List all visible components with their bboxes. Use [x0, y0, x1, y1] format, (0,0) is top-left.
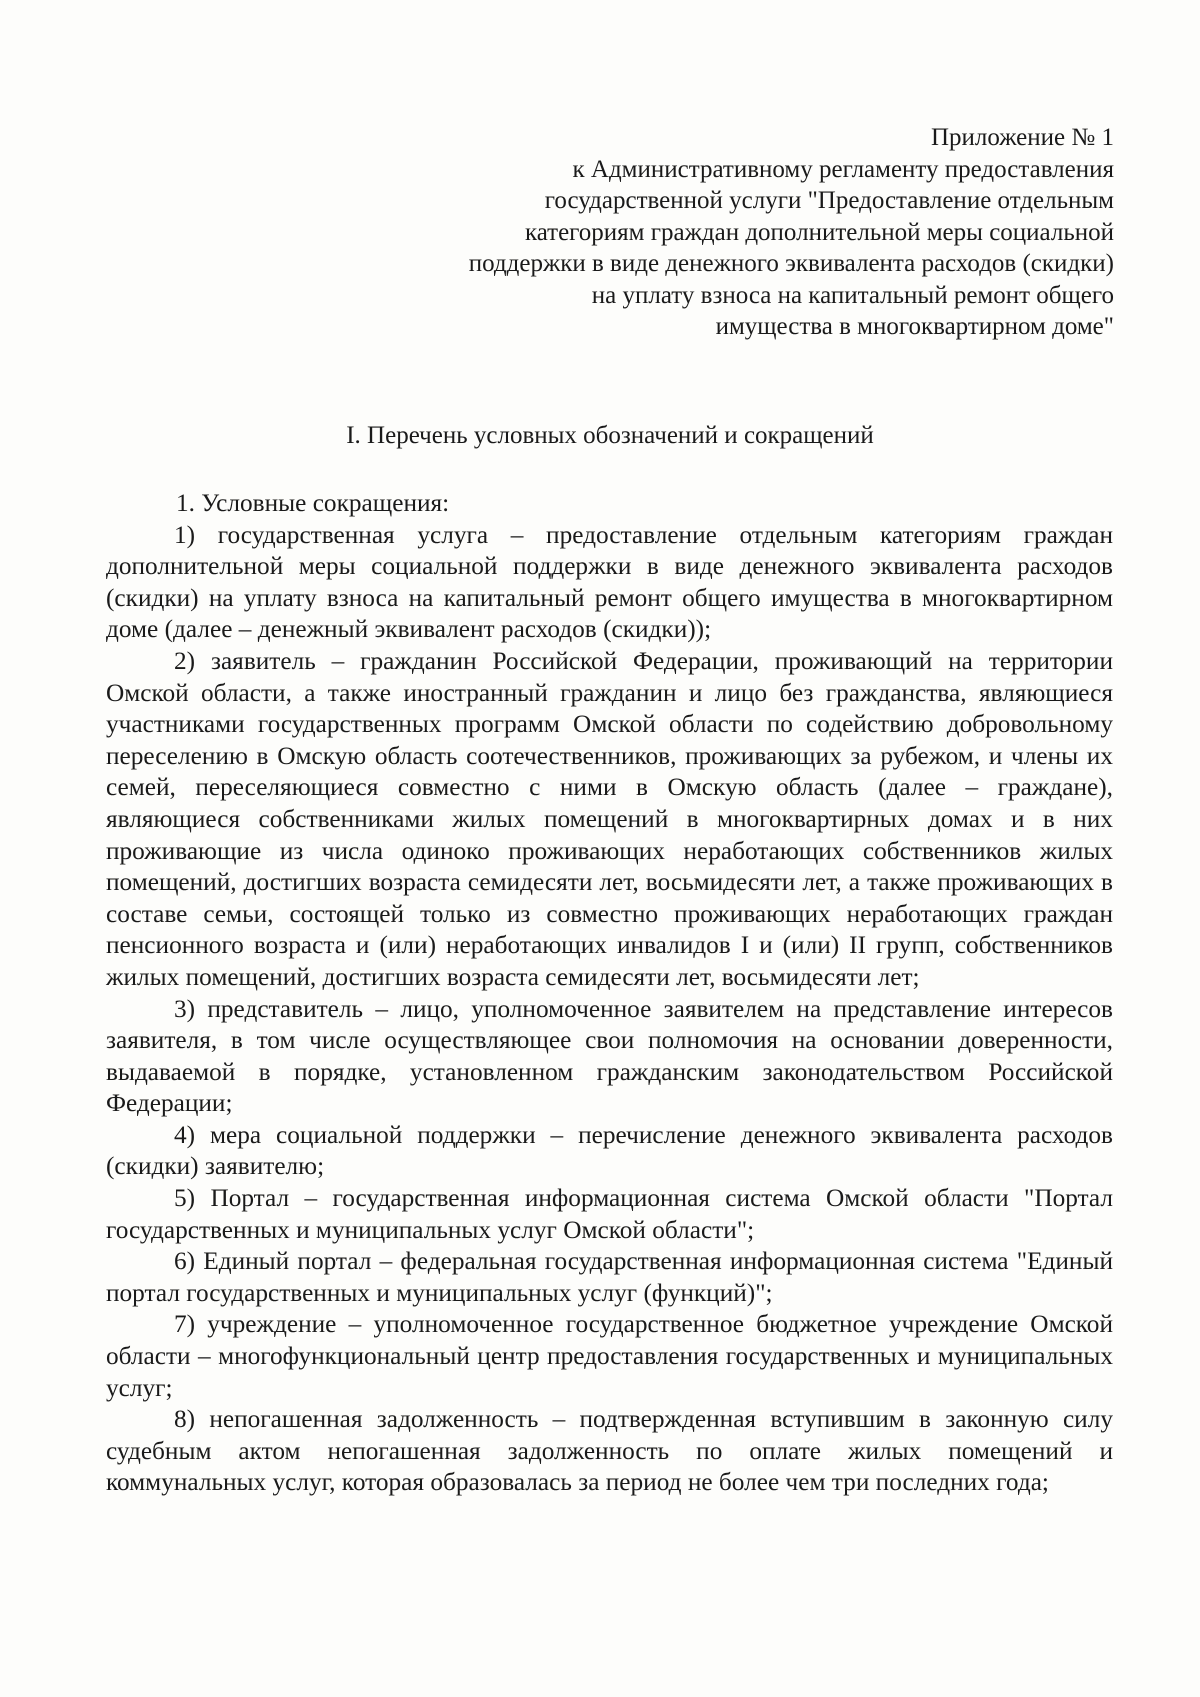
paragraph-item-1: 1) государственная услуга – предоставление отдельным категориям граждан дополнительной меры социальной поддержки в виде денежного эквивалента расходов (скидки) на уплату взноса на капитальный ремонт общего имущества в многоквартирном доме (далее – денежный эквивалент расходов (скидки)); [106, 520, 1113, 644]
document-body [106, 488, 1113, 1499]
paragraph-item-3: 3) представитель – лицо, уполномоченное заявителем на представление интересов заявителя, в том числе осуществляющее свои полномочия на основании доверенности, выдаваемой в порядке, установленном гражданским законодательством Российской Федерации; [106, 994, 1113, 1118]
paragraph-item-2: 2) заявитель – гражданин Российской Федерации, проживающий на территории Омской области, а также иностранный гражданин и лицо без гражданства, являющиеся участниками государственных программ Омской области по содействию добровольному переселению в Омскую область соотечественников, проживающих за рубежом, и члены их семей, переселяющиеся совместно с ними в Омскую область (далее – граждане), являющиеся собственниками жилых помещений в многоквартирных домах и в них проживающие из числа одиноко проживающих неработающих собственников жилых помещений, достигших возраста семидесяти лет, восьмидесяти лет, а также проживающих в составе семьи, состоящей только из совместно проживающих неработающих граждан пенсионного возраста и (или) неработающих инвалидов I и (или) II групп, собственников жилых помещений, достигших возраста семидесяти лет, восьмидесяти лет; [106, 646, 1113, 991]
appendix-line: Приложение № 1 [930, 124, 1114, 151]
paragraph-item-5: 5) Портал – государственная информационная система Омской области "Портал государственных и муниципальных услуг Омской области"; [106, 1184, 1113, 1244]
paragraph-item-6: 6) Единый портал – федеральная государственная информационная система "Единый портал государственных и муниципальных услуг (функций)"; [106, 1247, 1113, 1307]
appendix-line: к Административному регламенту предоставления [572, 155, 1114, 183]
paragraph-item-4: 4) мера социальной поддержки – перечисление денежного эквивалента расходов (скидки) заявителю; [106, 1120, 1113, 1181]
appendix-line: категориям граждан дополнительной меры социальной [524, 218, 1114, 246]
appendix-line: имущества в многоквартирном доме" [715, 313, 1114, 340]
appendix-line: на уплату взноса на капитальный ремонт общего [591, 281, 1114, 309]
paragraph-abbreviations-heading: 1. Условные сокращения: [176, 489, 450, 517]
paragraph-item-8: 8) непогашенная задолженность – подтвержденная вступившим в законную силу судебным актом непогашенная задолженность по оплате жилых помещений и коммунальных услуг, которая образовалась за период не более чем три последних года; [106, 1405, 1113, 1497]
appendix-header [354, 122, 1114, 343]
appendix-line: государственной услуги "Предоставление отдельным [544, 187, 1114, 214]
section-title: I. Перечень условных обозначений и сокращений [346, 422, 874, 449]
appendix-line: поддержки в виде денежного эквивалента расходов (скидки) [468, 250, 1114, 277]
paragraph-item-7: 7) учреждение – уполномоченное государственное бюджетное учреждение Омской области – многофункциональный центр предоставления государственных и муниципальных услуг; [106, 1310, 1113, 1402]
